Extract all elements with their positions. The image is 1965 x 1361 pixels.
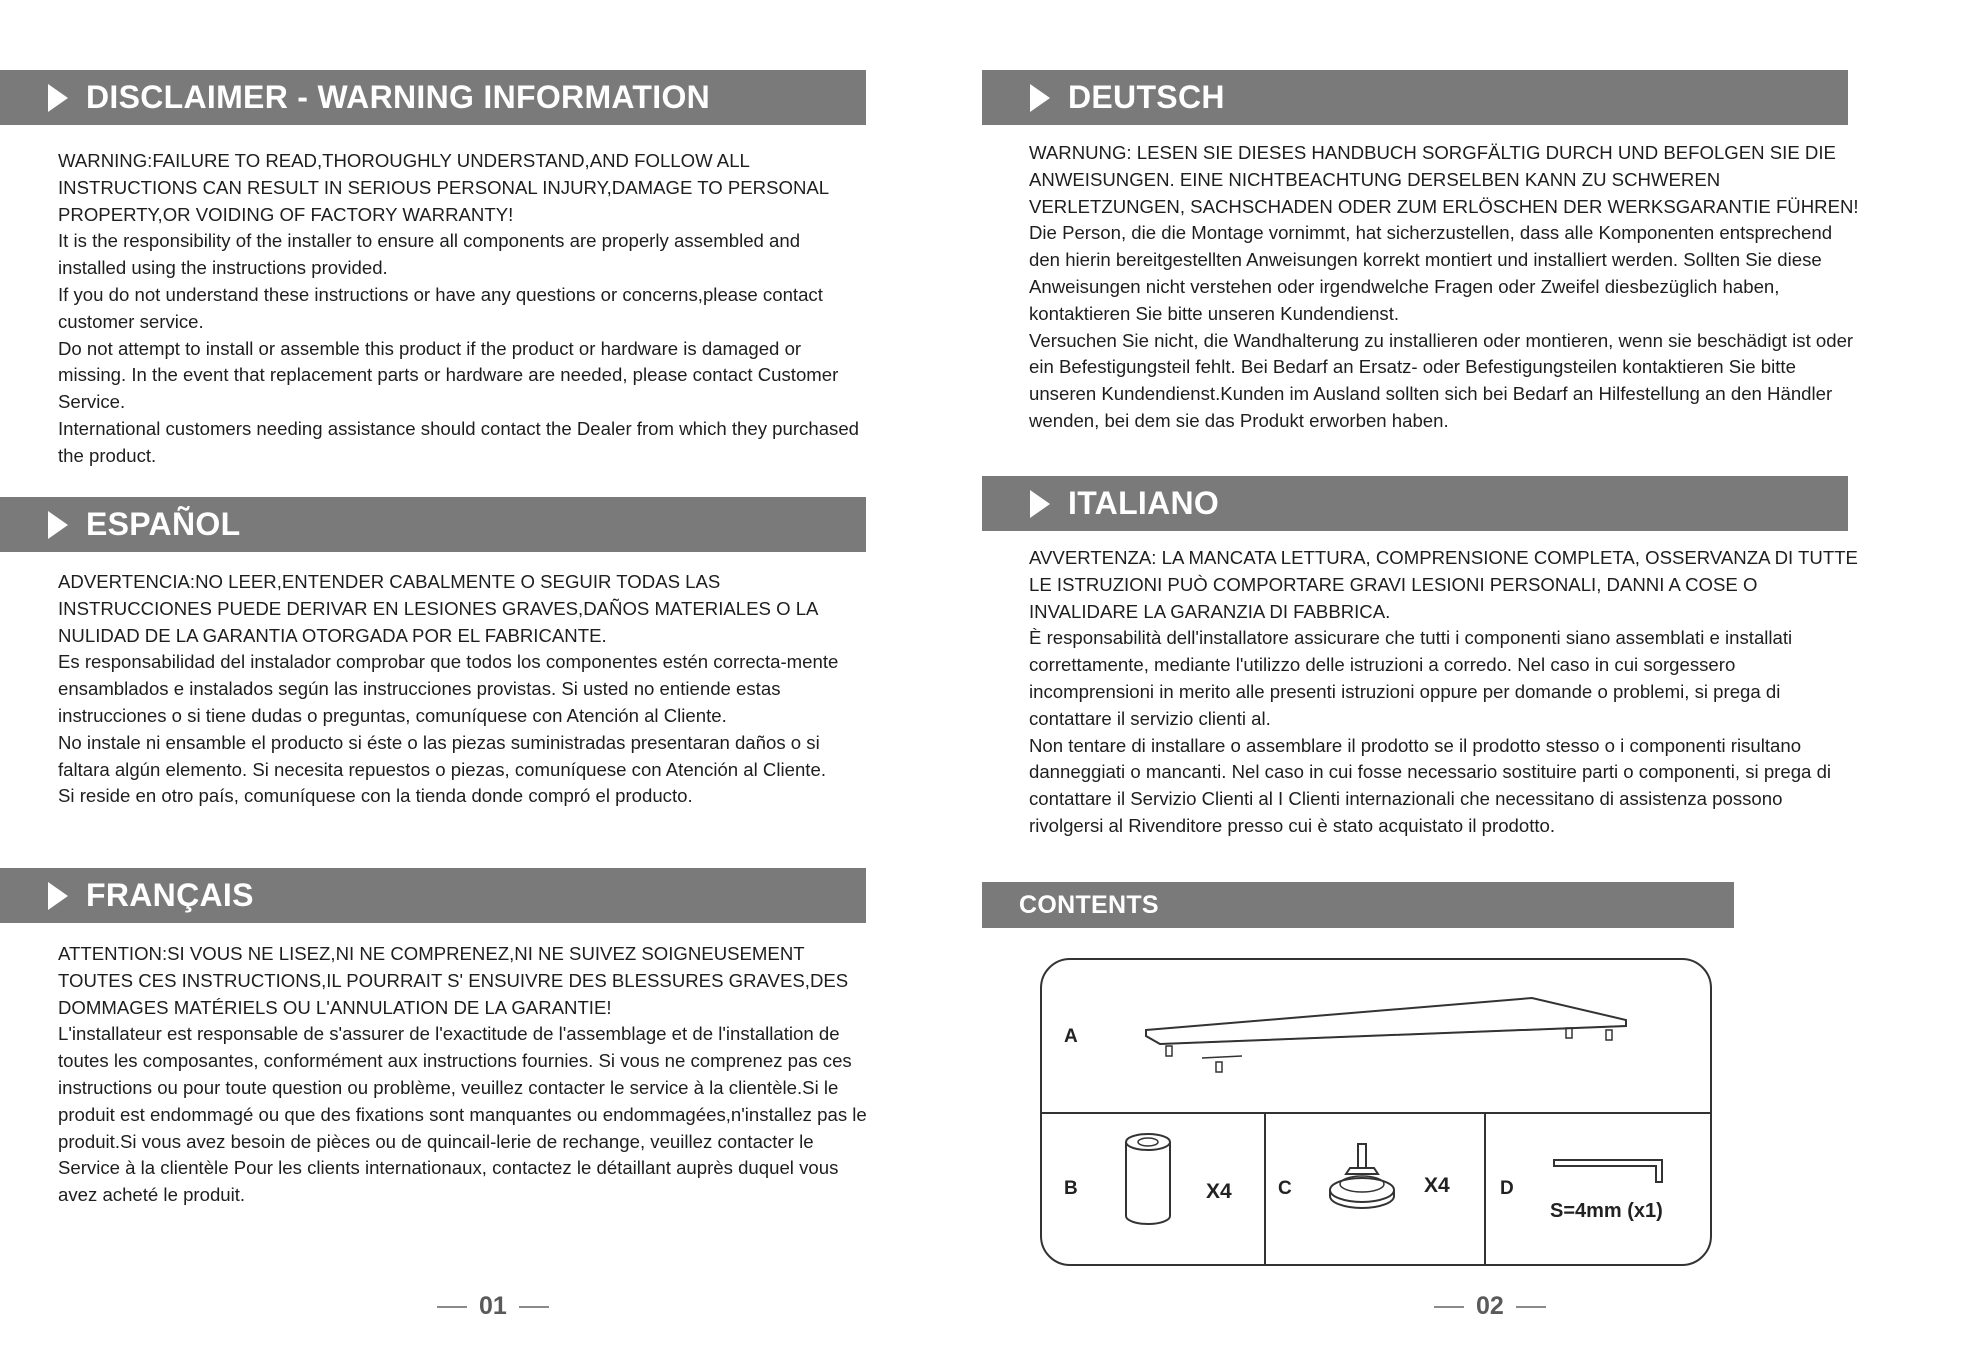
page-number-text: 01 [479,1292,507,1320]
deutsch-paragraph: Die Person, die die Montage vornimmt, hat sicherzustellen, dass alle Komponenten entsprechend den hierin bereitgestellten Anweisungen korrekt montiert und installiert werden. Sollten Sie diese Anweisungen nicht verstehen oder irgendwelche Fragen oder Zweifel diesbezüglich haben, kontaktieren Sie bitte unseren Kundendienst. [1029,222,1833,324]
francais-header [0,868,866,923]
disclaimer-body [58,148,870,470]
part-c-qty: X4 [1424,1174,1450,1197]
francais-title: FRANÇAIS [86,877,254,913]
part-c-label: C [1278,1178,1292,1199]
disclaimer-header [0,70,866,125]
italiano-body [1029,545,1859,840]
francais-paragraph: ATTENTION:SI VOUS NE LISEZ,NI NE COMPRENEZ,NI NE SUIVEZ SOIGNEUSEMENT TOUTES CES INSTRUCTIONS,IL POURRAIT S' ENSUIVRE DES BLESSURES GRAVES,DES DOMMAGES MATÉRIELS OU L'ANNULATION DE LA GARANTIE! [58,943,849,1018]
deutsch-body [1029,140,1859,435]
part-b-qty: X4 [1206,1180,1232,1203]
page-number-left [425,1292,561,1321]
part-d-spec: S=4mm (x1) [1550,1200,1663,1222]
part-d-label: D [1500,1178,1514,1199]
espanol-header [0,497,866,552]
triangle-bullet-icon [1030,84,1050,112]
disclaimer-paragraph: It is the responsibility of the installer to ensure all components are properly assembled and installed using the instructions provided. [58,230,801,279]
deutsch-paragraph: Versuchen Sie nicht, die Wandhalterung zu installieren oder montieren, wenn sie beschädigt ist oder ein Befestigungsteil fehlt. Bei Bedarf an Ersatz- oder Befestigungsteilen kontaktieren Sie bitte unseren Kundendienst.Kunden im Ausland sollten sich bei Bedarf an Hilfestellung an den Händler wenden, bei dem sie das Produkt erworben haben. [1029,329,1854,431]
triangle-bullet-icon [1030,490,1050,518]
italiano-paragraph: È responsabilità dell'installatore assicurare che tutti i componenti siano assemblati e installati correttamente, mediante l'utilizzo delle istruzioni a corredo. Nel caso in cui sorgessero incomprensioni in merito alle presenti istruzioni oppure per domande o problemi, si prega di contattare il servizio clienti al. [1029,627,1793,729]
italiano-paragraph: Non tentare di installare o assemblare il prodotto se il prodotto stesso o i componenti risultano danneggiati o mancanti. Nel caso in cui fosse necessario sostituire parti o componenti, si prega di contattare il Servizio Clienti al I Clienti internazionali che necessitano di assistenza possono rivolgersi al Rivenditore presso cui è stato acquistato il prodotto. [1029,734,1832,836]
francais-paragraph: L'installateur est responsable de s'assurer de l'exactitude de l'assemblage et de l'installation de toutes les composantes, conformément aux instructions fournies. Si vous ne comprenez pas ces instructions ou pour toute question ou problème, veuillez contacter le service à la clientèle.Si le produit est endommagé ou que des fixations sont manquantes ou endommagées,n'installez pas le produit.Si vous avez besoin de pièces ou de quincail-lerie de rechange, veuillez contacter le Service à la clientèle Pour les clients internationaux, contactez le détaillant auprès duquel vous avez acheté le produit. [58,1023,867,1206]
part-a-label: A [1064,1026,1078,1047]
deutsch-header [982,70,1848,125]
italiano-paragraph: AVVERTENZA: LA MANCATA LETTURA, COMPRENSIONE COMPLETA, OSSERVANZA DI TUTTE LE ISTRUZIONI PUÒ COMPORTARE GRAVI LESIONI PERSONALI, DANNI A COSE O INVALIDARE LA GARANZIA DI FABBRICA. [1029,547,1858,622]
contents-divider [1042,1112,1710,1114]
contents-box [1040,958,1712,1266]
spacer-tube-icon [1124,1132,1184,1232]
triangle-bullet-icon [48,511,68,539]
page-number-right [1422,1292,1558,1321]
espanol-body [58,569,870,810]
page-number-dash [519,1306,549,1308]
part-b-label: B [1064,1178,1078,1199]
disclaimer-paragraph: Do not attempt to install or assemble this product if the product or hardware is damaged or missing. In the event that replacement parts or hardware are needed, please contact Customer Service. [58,337,839,413]
allen-key-icon [1552,1156,1672,1196]
italiano-header [982,476,1848,531]
page-number-text: 02 [1476,1292,1504,1320]
italiano-title: ITALIANO [1068,485,1220,521]
deutsch-title: DEUTSCH [1068,79,1225,115]
triangle-bullet-icon [48,84,68,112]
espanol-paragraph: ADVERTENCIA:NO LEER,ENTENDER CABALMENTE O SEGUIR TODAS LAS INSTRUCCIONES PUEDE DERIVAR EN LESIONES GRAVES,DAÑOS MATERIALES O LA NULIDAD DE LA GARANTIA OTORGADA POR EL FABRICANTE. [58,571,818,646]
page-number-dash [1516,1306,1546,1308]
disclaimer-paragraph: If you do not understand these instructions or have any questions or concerns,please contact customer service. [58,283,823,332]
contents-header [982,882,1734,928]
deutsch-paragraph: WARNUNG: LESEN SIE DIESES HANDBUCH SORGFÄLTIG DURCH UND BEFOLGEN SIE DIE ANWEISUNGEN. EINE NICHTBEACHTUNG DERSELBEN KANN ZU SCHWEREN VERLETZUNGEN, SACHSCHADEN ODER ZUM ERLÖSCHEN DER WERKSGARANTIE FÜHREN! [1029,142,1859,217]
contents-divider [1264,1112,1266,1266]
page-left [0,0,982,1361]
espanol-paragraph: Si reside en otro país, comuníquese con la tienda donde compró el producto. [58,785,693,807]
contents-title: CONTENTS [1019,890,1159,919]
espanol-title: ESPAÑOL [86,506,241,542]
disclaimer-title: DISCLAIMER - WARNING INFORMATION [86,79,711,115]
page-number-dash [1434,1306,1464,1308]
page-right [982,0,1965,1361]
disclaimer-paragraph: International customers needing assistance should contact the Dealer from which they purchased the product. [58,417,860,466]
page-number-dash [437,1306,467,1308]
glass-shelf-icon [1042,960,1712,1112]
espanol-paragraph: No instale ni ensamble el producto si éste o las piezas suministradas presentaran daños o si faltara algún elemento. Si necesita repuestos o piezas, comuníquese con Atención al Cliente. [58,731,826,780]
espanol-paragraph: Es responsabilidad del instalador comprobar que todos los componentes estén correcta-mente ensamblados e instalados según las instrucciones provistas. Si usted no entiende estas instrucciones o si tiene dudas o preguntas, comuníquese con Atención al Cliente. [58,651,839,726]
triangle-bullet-icon [48,882,68,910]
contents-divider [1484,1112,1486,1266]
support-foot-icon [1328,1144,1398,1224]
disclaimer-paragraph: WARNING:FAILURE TO READ,THOROUGHLY UNDERSTAND,AND FOLLOW ALL INSTRUCTIONS CAN RESULT IN SERIOUS PERSONAL INJURY,DAMAGE TO PERSONAL PROPERTY,OR VOIDING OF FACTORY WARRANTY! [58,150,829,225]
francais-body [58,941,874,1209]
